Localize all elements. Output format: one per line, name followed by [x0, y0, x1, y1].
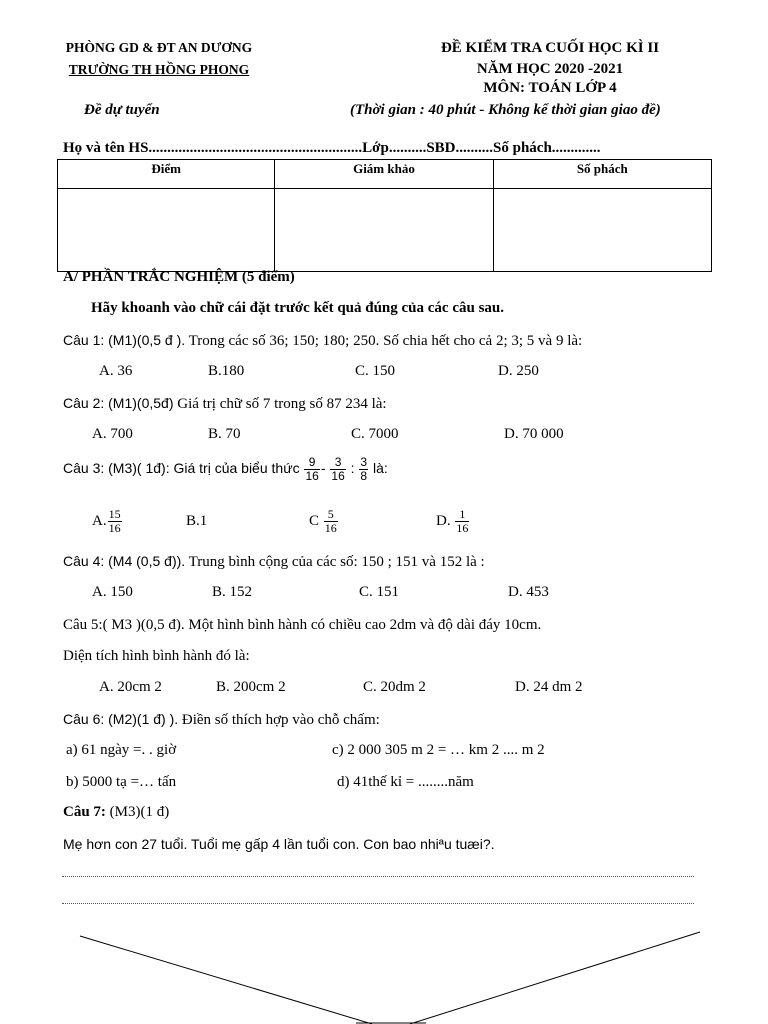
question-5-line-1: Câu 5:( M3 )(0,5 đ). Một hình bình hành có chiều cao 2dm và độ dài đáy 10cm.	[63, 617, 542, 633]
question-6-part-d: d) 41thế kỉ = ........năm	[337, 774, 474, 790]
score-table-header-row	[58, 160, 712, 189]
question-6-part-c: c) 2 000 305 m 2 = … km 2 .... m 2	[332, 742, 545, 758]
question-3-option-b[interactable]: B.1	[186, 513, 208, 529]
question-5-option-b[interactable]: B. 200cm 2	[216, 679, 286, 695]
cut-line-left	[80, 936, 372, 1024]
fraction-1-16: $\frac{1}{16}$	[456, 507, 469, 536]
question-7-label: Câu 7:	[63, 804, 106, 820]
score-table	[57, 159, 712, 272]
question-2-option-c[interactable]: C. 7000	[351, 426, 399, 442]
fraction-9-16: $\frac{9}{16}$	[305, 454, 319, 483]
question-3-suffix: là:	[373, 460, 388, 476]
answer-line-1[interactable]	[62, 876, 694, 877]
question-1	[63, 332, 582, 350]
question-6-text: Điền số thích hợp vào chỗ chấm:	[178, 712, 380, 728]
question-2-option-b[interactable]: B. 70	[208, 426, 241, 442]
school-name: TRƯỜNG TH HỒNG PHONG	[68, 62, 250, 77]
fraction-3-16: $\frac{3}{16}$	[331, 454, 345, 483]
question-4	[63, 553, 485, 571]
question-1-prefix: Câu 1: (M1)(0,5 đ ).	[63, 332, 186, 348]
section-a-instruction: Hãy khoanh vào chữ cái đặt trước kết quả đúng của các câu sau.	[91, 300, 505, 316]
question-6-part-b: b) 5000 tạ =… tấn	[66, 774, 177, 790]
school-year: NĂM HỌC 2020 -2021	[476, 61, 624, 77]
score-table-body-row	[58, 189, 712, 272]
question-4-option-d[interactable]: D. 453	[508, 584, 549, 600]
answer-line-2[interactable]	[62, 903, 694, 904]
question-6-prefix: Câu 6: (M2)(1 đ) ).	[63, 711, 179, 727]
question-2	[63, 395, 387, 413]
student-info-line: Họ và tên HS.........................................................Lớp..........SBD..........Số phách.............	[63, 140, 601, 156]
question-7-text: Mẹ hơn con 27 tuổi. Tuổi mẹ gấp 4 lần tuổi con. Con bao nhiªu tuæi?.	[63, 836, 495, 852]
cut-line-right	[410, 932, 700, 1024]
divide-sign: :	[350, 460, 355, 476]
question-3-option-d[interactable]: D. $\frac{1}{16}$	[436, 507, 469, 536]
code-header: Số phách	[493, 160, 711, 189]
section-a-title: A/ PHẦN TRẮC NGHIỆM (5 điểm)	[63, 269, 295, 285]
question-2-text: Giá trị chữ số 7 trong số 87 234 là:	[173, 396, 387, 412]
candidate-label: Đề dự tuyển	[84, 102, 160, 118]
question-6-part-a: a) 61 ngày =. . giờ	[66, 742, 177, 758]
exam-title: ĐỀ KIỂM TRA CUỐI HỌC KÌ II	[440, 40, 660, 56]
question-3	[63, 454, 388, 483]
question-4-prefix: Câu 4: (M4 (0,5 đ)).	[63, 553, 186, 569]
question-1-option-d[interactable]: D. 250	[498, 363, 539, 379]
score-header: Điểm	[58, 160, 275, 189]
question-7-level: (M3)(1 đ)	[105, 804, 170, 820]
examiner-header: Giám khảo	[275, 160, 493, 189]
question-4-option-b[interactable]: B. 152	[212, 584, 253, 600]
question-2-option-d[interactable]: D. 70 000	[504, 426, 564, 442]
question-5-option-c[interactable]: C. 20dm 2	[363, 679, 426, 695]
fraction-15-16: $\frac{15}{16}$	[108, 507, 121, 536]
minus-sign: -	[320, 460, 326, 476]
fraction-3-8: $\frac{3}{8}$	[360, 454, 368, 483]
question-1-option-b[interactable]: B.180	[208, 363, 245, 379]
question-5-option-a[interactable]: A. 20cm 2	[99, 679, 162, 695]
question-4-option-a[interactable]: A. 150	[92, 584, 133, 600]
question-6	[63, 711, 380, 729]
question-4-text: Trung bình cộng của các số: 150 ; 151 và 152 là :	[185, 554, 485, 570]
question-2-prefix: Câu 2: (M1)(0,5đ)	[63, 395, 174, 411]
question-4-option-c[interactable]: C. 151	[359, 584, 400, 600]
question-3-option-a[interactable]: A. $\frac{15}{16}$	[92, 507, 121, 536]
cut-line-marks	[0, 920, 768, 1024]
question-1-option-c[interactable]: C. 150	[355, 363, 396, 379]
department-name: PHÒNG GD & ĐT AN DƯƠNG	[65, 40, 253, 55]
time-note: (Thời gian : 40 phút - Không kể thời gian giao đề)	[350, 102, 661, 118]
question-7	[63, 804, 169, 821]
question-5-option-d[interactable]: D. 24 dm 2	[515, 679, 583, 695]
question-1-option-a[interactable]: A. 36	[99, 363, 133, 379]
examiner-cell[interactable]	[275, 189, 493, 272]
question-3-option-c[interactable]: C $\frac{5}{16}$	[309, 507, 337, 536]
question-5-line-2: Diện tích hình bình hành đó là:	[63, 648, 250, 664]
question-1-text: Trong các số 36; 150; 180; 250. Số chia hết cho cả 2; 3; 5 và 9 là:	[185, 333, 583, 349]
question-2-option-a[interactable]: A. 700	[92, 426, 133, 442]
fraction-5-16: $\frac{5}{16}$	[324, 507, 337, 536]
code-cell[interactable]	[493, 189, 711, 272]
score-cell[interactable]	[58, 189, 275, 272]
subject-title: MÔN: TOÁN LỚP 4	[483, 80, 617, 96]
question-3-prefix: Câu 3: (M3)( 1đ): Giá trị của biểu thức	[63, 460, 300, 476]
